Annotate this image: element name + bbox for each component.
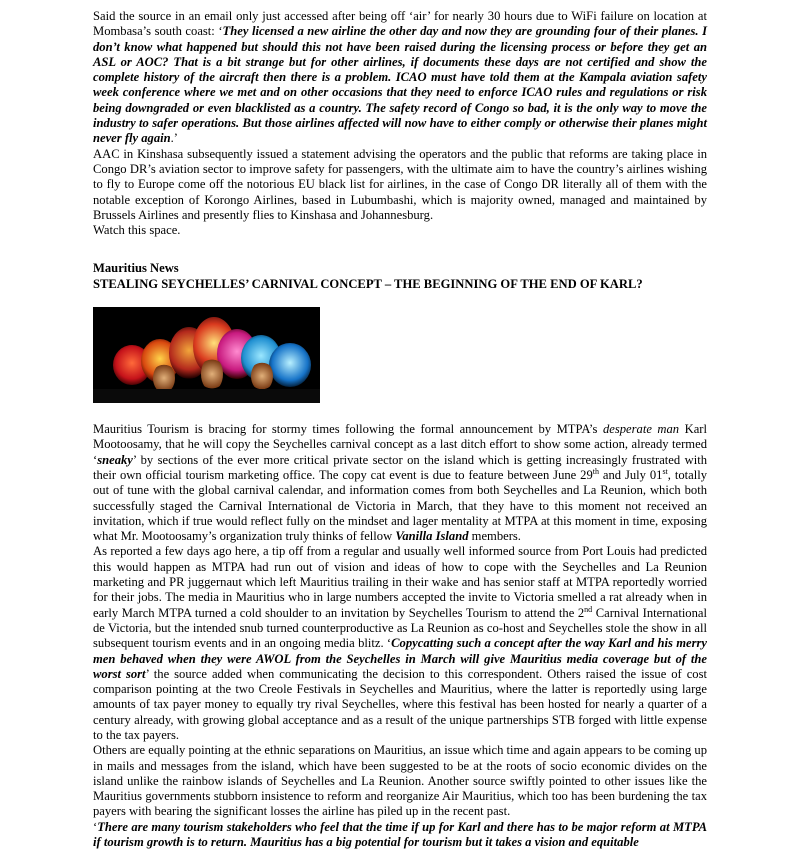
text-run: ’ the source added when communicating the decision to this correspondent. Others raised the issue of cost comparison pointing at the two Creole Festivals in Seychelles and Mauritius, where the latter is reportedly using large amounts of tax payer money to equally try rival Seychelles, where this festival has been hosted for nearly a quarter of a century already, with growing global acceptance and as a result of the unique partnerships STB forged with little expense to the tax payers. bbox=[93, 666, 707, 742]
text-run: As reported a few days ago here, a tip off from a regular and usually well informed source from Port Louis had predicted this would happen as MTPA had run out of vision and ideas of how to cope with the Seychelles and La Reunion marketing and PR juggernaut which left Mauritius trailing in their wake and has senior staff at MTPA reportedly worried for their jobs. The media in Mauritius who in large numbers accepted the invite to Victoria smelled a rat already when in early March MTPA turned a cold shoulder to an invitation by Seychelles Tourism to attend the 2 bbox=[93, 544, 707, 620]
superscript: st bbox=[662, 466, 668, 476]
intro-tail: .’ bbox=[170, 131, 178, 146]
text-run: , totally out of tune with the global carnival calendar, and information comes from both Seychelles and La Reunion, which both successfully staged the Carnival International de Victoria in March, that they have to this moment not received an invitation, which if true would reflect fully on the mindset and lager mentality at MTPA at this moment in time, exposing what Mr. Mootoosamy’s organization truly thinks of fellow bbox=[93, 467, 708, 544]
section-label: Mauritius News bbox=[93, 261, 179, 276]
article-paragraph-4 bbox=[93, 820, 707, 851]
article-paragraph-2 bbox=[93, 544, 707, 743]
intro-lead-text: Said the source in an email only just accessed after being off ‘air’ for nearly 30 hours due to WiFi failure on location at Mombasa’s south coast: ‘ bbox=[93, 9, 707, 39]
superscript: th bbox=[592, 466, 599, 476]
intro-paragraph-2: AAC in Kinshasa subsequently issued a statement advising the operators and the public that reforms are taking place in Congo DR’s aviation sector to improve safety for passengers, with the ultimate aim to have the country’s airlines wishing to fly to Europe come off the notorious EU black list for airlines, in the case of Congo DR literally all of them with the notable exception of Korongo Airlines, based in Lubumbashi, which is majority owned, managed and maintained by Brussels Airlines and presently flies to Kinshasa and Johannesburg. bbox=[93, 146, 707, 222]
document-page bbox=[93, 9, 707, 850]
emphasis-text: Vanilla Island bbox=[395, 529, 469, 544]
intro-quote: They licensed a new airline the other day and now they are grounding four of their planes. I don’t know what happened but should this not have been raised during the licensing process or before they get an ASL or AOC? That is a bit strange but for other airlines, if documents these days are not certified and show the complete history of the aircraft then there is a problem. ICAO must have told them at the Kampala aviation safety week conference where we met and on other occasions that they need to enforce ICAO rules and regulations or risk being downgraded or even blacklisted as a country. The safety record of Congo so bad, it is the only way to move the industry to safer operations. But those airlines affected will now have to either comply or otherwise their planes might never fly again bbox=[93, 24, 707, 146]
text-run: and July 01 bbox=[598, 467, 663, 482]
quote-text: There are many tourism stakeholders who feel that the time if up for Karl and there has to be major reform at MTPA if tourism growth is to return. Mauritius has a big potential for tourism but it takes a vision and equitable bbox=[93, 819, 707, 850]
article-paragraph-3: Others are equally pointing at the ethnic separations on Mauritius, an issue which time and again appears to be coming up in mails and messages from the island, which have been suggested to be at the roots of socio economic divides on the island unlike the rainbow islands of Seychelles and La Reunion. Another source swiftly pointed to other issues like the Mauritius governments stubborn insistence to reform and reorganize Air Mauritius, which too has been burdening the tax payers with bearing the significant losses the airline has piled up in the recent past. bbox=[93, 743, 707, 819]
emphasis-text: desperate man bbox=[602, 422, 680, 437]
text-run: ’ by sections of the ever more critical private sector on the island which is getting increasingly frustrated with their own official tourism marketing office. The copy cat event is due to feature between June 29 bbox=[93, 452, 707, 482]
text-run: members. bbox=[468, 529, 521, 544]
text-run: Mauritius Tourism is bracing for stormy times following the formal announcement by MTPA’s bbox=[93, 422, 603, 437]
emphasis-text: sneaky bbox=[97, 452, 133, 467]
article-headline: STEALING SEYCHELLES’ CARNIVAL CONCEPT – THE BEGINNING OF THE END OF KARL? bbox=[93, 276, 643, 291]
article-paragraph-1 bbox=[93, 422, 707, 544]
superscript: nd bbox=[584, 604, 593, 614]
quote-text: Copycatting such a concept after the way Karl and his merry men behaved when they were AWOL from the Seychelles in March will give Mauritius media coverage but of the worst sort bbox=[93, 636, 707, 681]
text-run: Carnival International de Victoria, but the intended snub turned counterproductive as La Reunion as co-host and Seychelles stole the show in all subsequent tourism events and in an ongoing media blitz. ‘ bbox=[93, 605, 707, 651]
text-run: ‘ bbox=[93, 819, 98, 834]
intro-paragraph-3: Watch this space. bbox=[93, 223, 181, 238]
text-run: Karl Mootoosamy, that he will copy the Seychelles carnival concept as a last ditch effort to show some action, already termed ‘ bbox=[93, 422, 707, 467]
carnival-dancers-photo bbox=[93, 307, 320, 403]
intro-paragraph-1 bbox=[93, 9, 707, 147]
